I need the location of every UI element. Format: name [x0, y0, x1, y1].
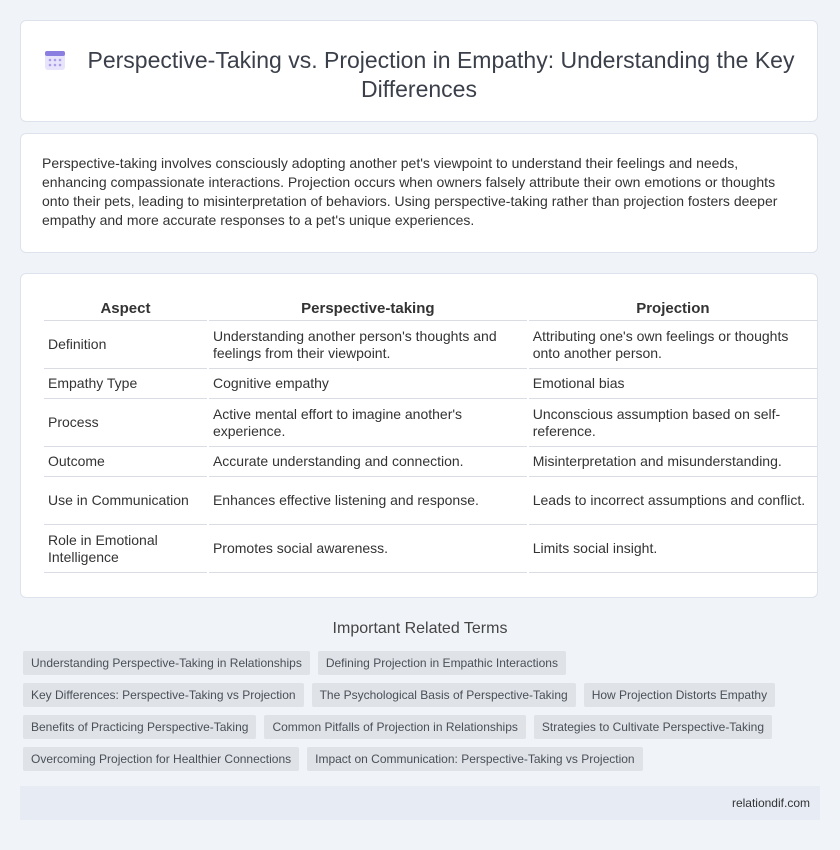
page-title: Perspective-Taking vs. Projection in Empathy: Understanding the Key Differences	[87, 47, 795, 102]
row-aspect: Process	[44, 399, 207, 447]
header-card	[20, 20, 818, 122]
row-perspective-taking: Enhances effective listening and response.	[209, 477, 527, 525]
header-aspect: Aspect	[44, 296, 207, 321]
related-term-tag[interactable]: Defining Projection in Empathic Interactions	[318, 651, 566, 675]
table-row	[44, 477, 817, 525]
table-row	[44, 447, 817, 477]
row-projection: Unconscious assumption based on self-reference.	[529, 399, 817, 447]
row-perspective-taking: Accurate understanding and connection.	[209, 447, 527, 477]
page-title-wrap	[21, 46, 817, 104]
row-projection: Attributing one's own feelings or thoughts onto another person.	[529, 321, 817, 369]
row-perspective-taking: Cognitive empathy	[209, 369, 527, 399]
related-term-tag[interactable]: The Psychological Basis of Perspective-Taking	[312, 683, 576, 707]
related-term-tag[interactable]: How Projection Distorts Empathy	[584, 683, 775, 707]
table-header-row	[44, 296, 817, 321]
related-term-tag[interactable]: Strategies to Cultivate Perspective-Taking	[534, 715, 772, 739]
row-perspective-taking: Promotes social awareness.	[209, 525, 527, 573]
row-perspective-taking: Active mental effort to imagine another's experience.	[209, 399, 527, 447]
table-row	[44, 369, 817, 399]
related-terms-list	[23, 651, 813, 779]
header-projection: Projection	[529, 296, 817, 321]
row-projection: Leads to incorrect assumptions and conflict.	[529, 477, 817, 525]
related-term-tag[interactable]: Overcoming Projection for Healthier Connections	[23, 747, 299, 771]
row-projection: Misinterpretation and misunderstanding.	[529, 447, 817, 477]
related-term-tag[interactable]: Common Pitfalls of Projection in Relationships	[264, 715, 525, 739]
table-row	[44, 399, 817, 447]
intro-card	[20, 133, 818, 253]
table-row	[44, 525, 817, 573]
related-term-tag[interactable]: Key Differences: Perspective-Taking vs Projection	[23, 683, 304, 707]
row-aspect: Outcome	[44, 447, 207, 477]
comparison-card	[20, 273, 818, 598]
related-terms-title: Important Related Terms	[332, 620, 508, 637]
row-aspect: Empathy Type	[44, 369, 207, 399]
related-term-tag[interactable]: Understanding Perspective-Taking in Relationships	[23, 651, 310, 675]
row-aspect: Role in Emotional Intelligence	[44, 525, 207, 573]
row-aspect: Definition	[44, 321, 207, 369]
calendar-icon	[44, 49, 66, 71]
comparison-table	[42, 296, 819, 573]
row-aspect: Use in Communication	[44, 477, 207, 525]
header-perspective-taking: Perspective-taking	[209, 296, 527, 321]
footer	[20, 786, 820, 820]
row-perspective-taking: Understanding another person's thoughts and feelings from their viewpoint.	[209, 321, 527, 369]
row-projection: Limits social insight.	[529, 525, 817, 573]
footer-site-link[interactable]: relationdif.com	[731, 796, 810, 810]
row-projection: Emotional bias	[529, 369, 817, 399]
related-term-tag[interactable]: Benefits of Practicing Perspective-Taking	[23, 715, 256, 739]
table-row	[44, 321, 817, 369]
related-term-tag[interactable]: Impact on Communication: Perspective-Taking vs Projection	[307, 747, 642, 771]
intro-paragraph: Perspective-taking involves consciously adopting another pet's viewpoint to understand their feelings and needs, enhancing compassionate interactions. Projection occurs when owners falsely attribute their own emotions or thoughts onto their pets, leading to misinterpretation of behaviors. Using perspective-taking rather than projection fosters deeper empathy and more accurate responses to a pet's unique experiences.	[42, 155, 778, 228]
